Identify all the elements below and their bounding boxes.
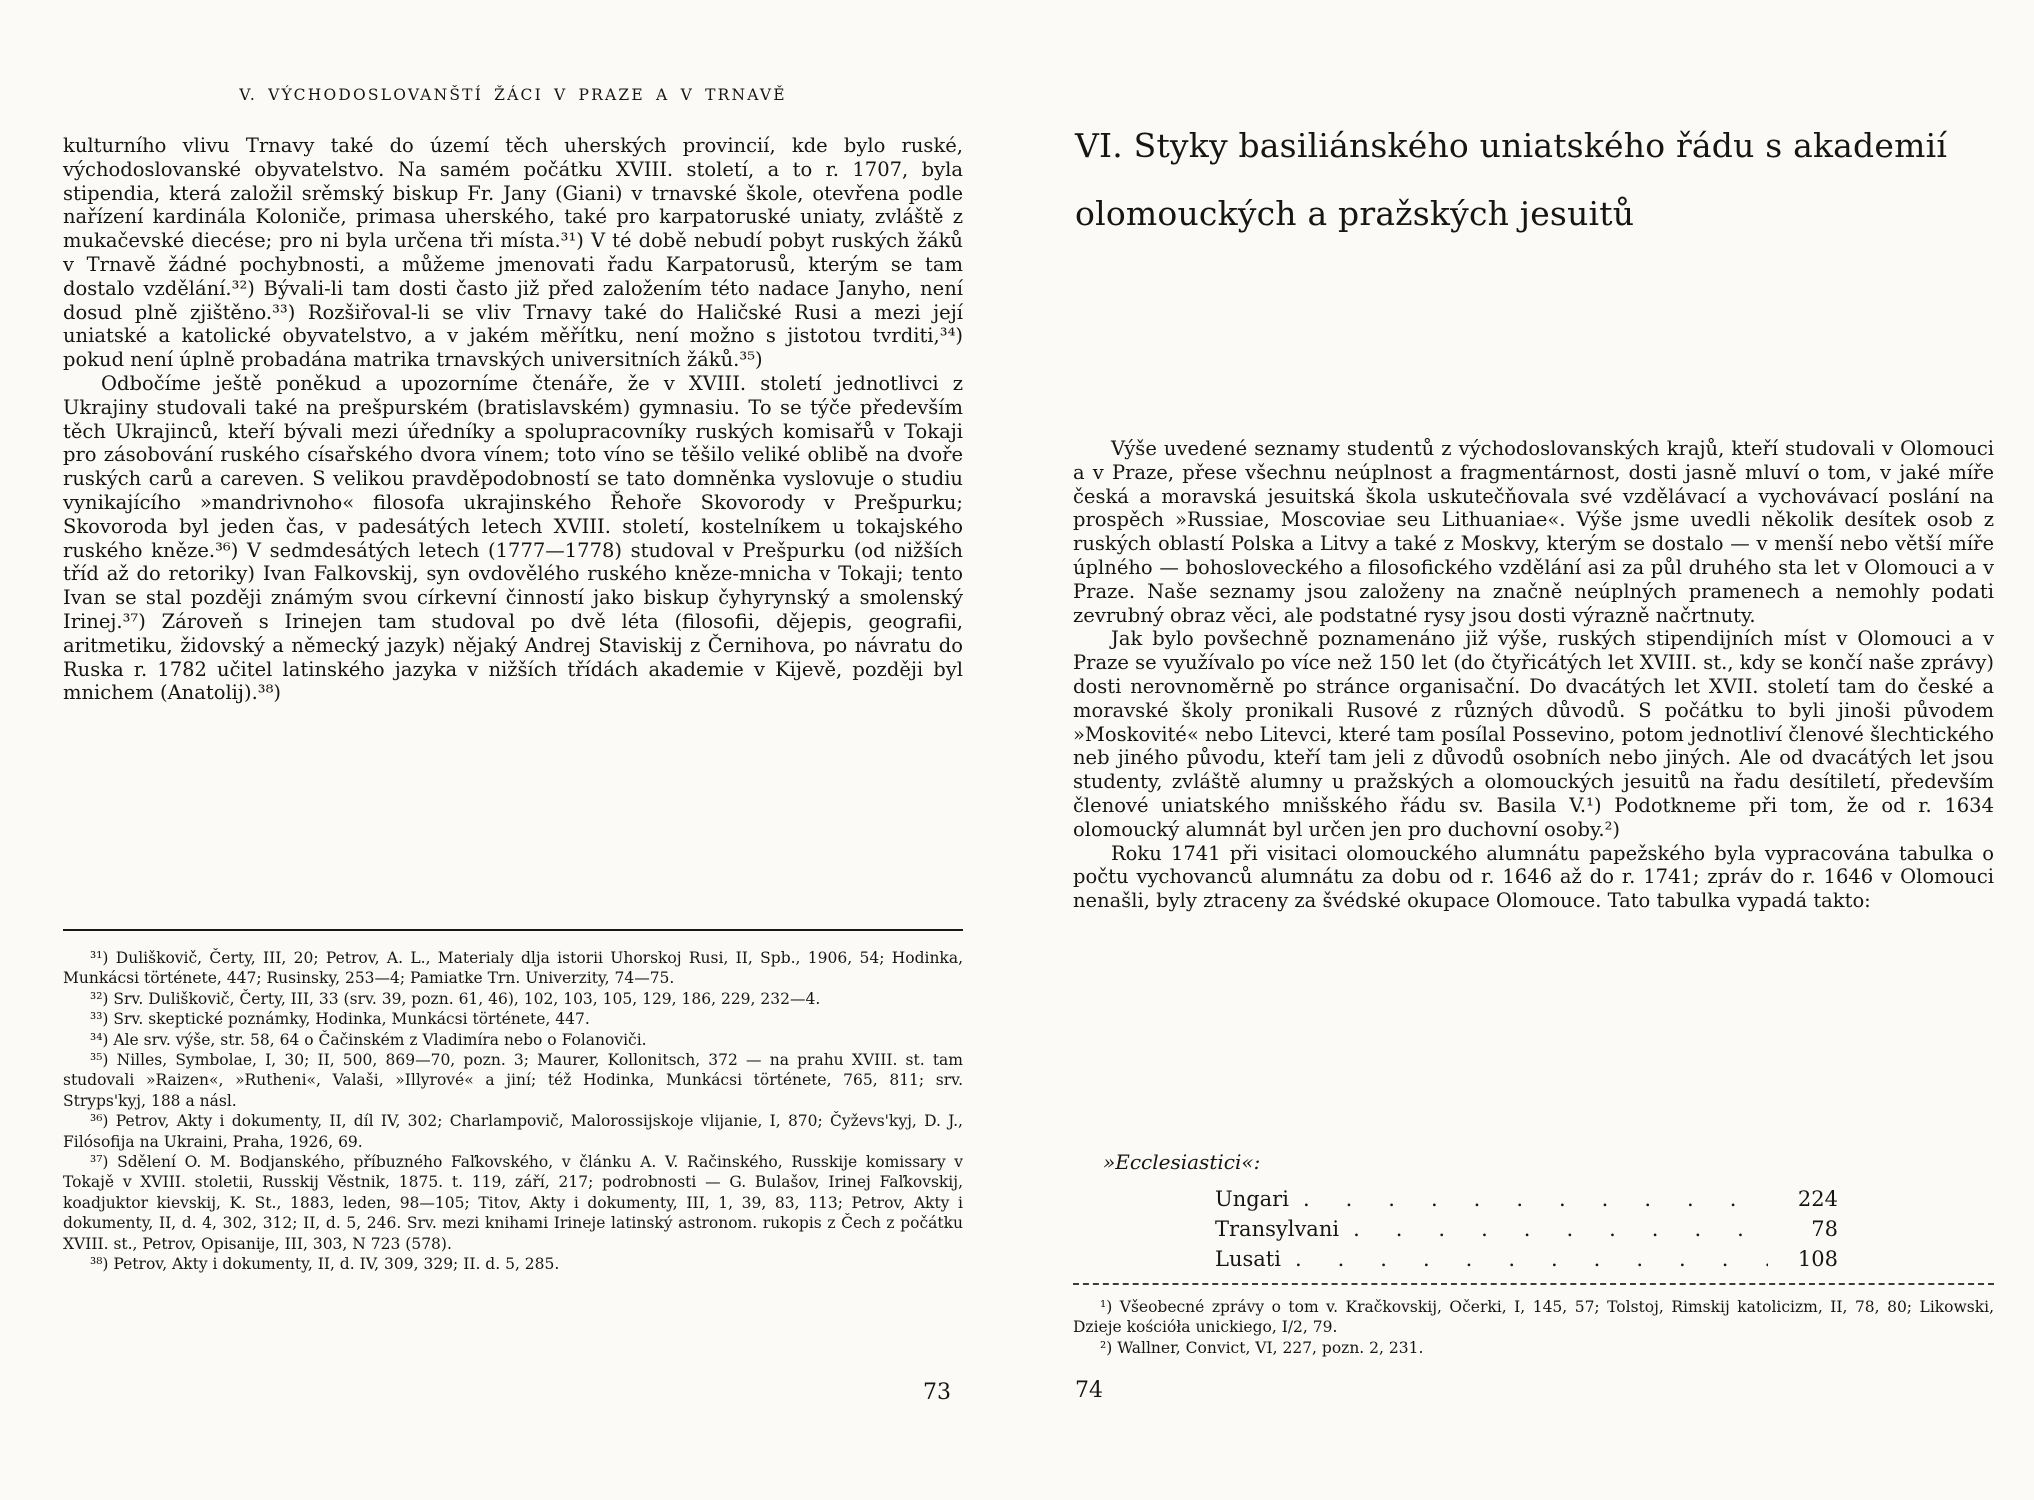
- paragraph: Výše uvedené seznamy studentů z východoslovanských krajů, kteří studovali v Olomouci a v Praze, přese všechnu neúplnost a fragmentárnost, dosti jasně mluví o tom, v jaké míře česká a moravská jesuitská škola uskutečňovala své vzdělávací a vychovávací poslání na prospěch »Russiae, Moscoviae seu Lithuaniae«. Výše jsme uvedli několik desítek osob z ruských oblastí Polska a Litvy a také z Moskvy, kterým se dostalo — v menší nebo větší míře úplného — bohosloveckého a filosofického vzdělání asi za půl druhého sta let v Olomouci a v Praze. Naše seznamy jsou založeny na značně neúplných pramenech a nemohly podati zevrubný obraz věci, ale podstatné rysy jsou dosti výrazně načrtnuty.: [1073, 437, 1994, 627]
- footnote: ³³) Srv. skeptické poznámky, Hodinka, Munkácsi története, 447.: [90, 1010, 590, 1029]
- dot-leader: [1303, 1184, 1768, 1214]
- row-label: Transylvani: [1215, 1217, 1340, 1241]
- row-value: 108: [1797, 1247, 1838, 1271]
- dot-leader: [1295, 1244, 1768, 1274]
- row-value: 224: [1797, 1187, 1838, 1211]
- footnote: ³⁸) Petrov, Akty i dokumenty, II, d. IV, 309, 329; II. d. 5, 285.: [90, 1255, 560, 1274]
- footnote: ¹) Všeobecné zprávy o tom v. Kračkovskij, Očerki, I, 145, 57; Tolstoj, Rimskij katolicizm, II, 78, 80; Likowski, Dzieje kościóła unickiego, I/2, 79.: [1073, 1298, 1994, 1337]
- row-value: 78: [1811, 1217, 1838, 1241]
- right-body-text: [1073, 437, 1994, 913]
- chapter-title-line: olomouckých a pražských jesuitů: [1075, 194, 1635, 233]
- dot-leader: [1353, 1214, 1768, 1244]
- footnote: ³⁵) Nilles, Symbolae, I, 30; II, 500, 869—70, pozn. 3; Maurer, Kollonitsch, 372 — na prahu XVIII. st. tam studovali »Raizen«, »Rutheni«, Valaši, »Illyrové« a jiní; též Hodinka, Munkácsi története, 765, 811; srv. Stryps'kyj, 188 a násl.: [63, 1051, 963, 1110]
- right-footnotes: [1073, 1297, 1994, 1358]
- footnote: ³¹) Duliškovič, Čerty, III, 20; Petrov, A. L., Materialy dlja istorii Uhorskoj Rusi, II, Spb., 1906, 54; Hodinka, Munkácsi története, 447; Rusinsky, 253—4; Pamiatke Trn. Univerzity, 74—75.: [63, 949, 963, 988]
- footnote: ³⁶) Petrov, Akty i dokumenty, II, díl IV, 302; Charlampovič, Malorossijskoje vlijanie, I, 870; Čyževs'kyj, D. J., Filósofija na Ukraini, Praha, 1926, 69.: [63, 1112, 963, 1151]
- ecclesiastici-label: »Ecclesiastici«:: [1103, 1150, 1261, 1174]
- paragraph: kulturního vlivu Trnavy také do území těch uherských provincií, kde bylo ruské, východoslovanské obyvatelstvo. Na samém počátku XVIII. století, a to r. 1707, byla stipendia, která založil srěmský biskup Fr. Jany (Giani) v trnavské škole, otevřena podle nařízení kardinála Koloniče, primasa uherského, také pro karpatoruské uniaty, zvláště z mukačevské diecése; pro ni byla určena tři místa.³¹) V té době nebudí pobyt ruských žáků v Trnavě žádné pochybnosti, a můžeme jmenovati řadu Karpatorusů, kterým se tam dostalo vzdělání.³²) Bývali-li tam dosti často již před založením této nadace Janyho, není dosud plně zjištěno.³³) Rozšiřoval-li se vliv Trnavy také do Haličské Rusi a mezi její uniatské a katolické obyvatelstvo, a v jakém měřítku, není možno s jistotou tvrditi,³⁴) pokud není úplně probadána matrika trnavských universitních žáků.³⁵): [63, 134, 963, 372]
- alumni-count-table: [1215, 1184, 1838, 1274]
- table-row: [1215, 1214, 1838, 1244]
- footnote: ³²) Srv. Duliškovič, Čerty, III, 33 (srv. 39, pozn. 61, 46), 102, 103, 105, 129, 186, 229, 232—4.: [90, 989, 821, 1008]
- chapter-title: [1075, 112, 1996, 248]
- running-header: V. VÝCHODOSLOVANŠTÍ ŽÁCI V PRAZE A V TRNAVĚ: [239, 86, 787, 104]
- row-label: Lusati: [1215, 1247, 1281, 1271]
- footnote: ²) Wallner, Convict, VI, 227, pozn. 2, 231.: [1100, 1338, 1424, 1357]
- left-footnotes: [63, 948, 963, 1275]
- paragraph: Jak bylo povšechně poznamenáno již výše, ruských stipendijních míst v Olomouci a v Praze se využívalo po více než 150 let (do čtyřicátých let XVIII. st., kdy se končí naše zprávy) dosti nerovnoměrně po stránce organisační. Do dvacátých let XVII. století tam do české a moravské školy pronikali Rusové z různých důvodů. S počátku to byli jinoši původem »Moskovité« nebo Litevci, které tam posílal Possevino, potom jednotliví členové šlechtického neb jiného původu, kteří tam jeli z důvodů osobních nebo jiných. Ale od dvacátých let jsou studenty, zvláště alumny u pražských a olomouckých jesuitů na řadu desítiletí, především členové uniatského mnišského řádu sv. Basila V.¹) Podotkneme při tom, že od r. 1634 olomoucký alumnát byl určen jen pro duchovní osoby.²): [1073, 627, 1994, 841]
- page-number: 74: [1075, 1378, 1103, 1403]
- left-page: [63, 0, 963, 1500]
- footnote: ³⁴) Ale srv. výše, str. 58, 64 o Čačinském z Vladimíra nebo o Folanoviči.: [90, 1030, 647, 1049]
- table-row: [1215, 1244, 1838, 1274]
- chapter-title-line: VI. Styky basiliánského uniatského řádu s akademií: [1075, 126, 1948, 165]
- footnote-separator-rule: [63, 929, 963, 931]
- paragraph: Odbočíme ještě poněkud a upozorníme čtenáře, že v XVIII. století jednotlivci z Ukrajiny studovali také na prešpurském (bratislavském) gymnasiu. To se týče především těch Ukrajinců, kteří bývali mezi úředníky a spolupracovníky ruských komisařů v Tokaji pro zásobování ruského císařského dvora vínem; toto víno se těšilo veliké oblibě na dvoře ruských carů a careven. S velikou pravděpodobností se tato domněnka vyslovuje o studiu vynikajícího »mandrivnoho« filosofa ukrajinského Řehoře Skovorody v Prešpurku; Skovoroda byl jeden čas, v padesátých letech XVIII. století, kostelníkem u tokajského ruského kněze.³⁶) V sedmdesátých letech (1777—1778) studoval v Prešpurku (od nižších tříd až do retoriky) Ivan Falkovskij, syn ovdovělého ruského kněze-mnicha v Tokaji; tento Ivan se stal později známým svou církevní činností jako biskup čyhyrynský a smolenský Irinej.³⁷) Zároveň s Irinejen tam studoval po dvě léta (filosofii, dějepis, geografii, aritmetiku, židovský a německý jazyk) nějaký Andrej Staviskij z Černihova, po návratu do Ruska r. 1782 učitel latinského jazyka v nižších třídách akademie v Kijevě, později byl mnichem (Anatolij).³⁸): [63, 371, 963, 705]
- page-number: 73: [923, 1380, 951, 1405]
- footnote: ³⁷) Sdělení O. M. Bodjanského, příbuzného Faľkovského, v článku A. V. Račinského, Russkije komissary v Tokajě v XVIII. stoletii, Russkij Věstnik, 1875. t. 119, září, 217; podrobnosti — G. Bulašov, Irinej Faľkovskij, koadjuktor kievskij, K. St., 1883, leden, 98—105; Titov, Akty i dokumenty, III, 1, 39, 83, 113; Petrov, Akty i dokumenty, II, d. 4, 302, 312; II, d. 5, 246. Srv. mezi knihami Irineje latinský astronom. rukopis z Čech z počátku XVIII. st., Petrov, Opisanije, III, 303, N 723 (578).: [63, 1153, 963, 1253]
- row-label: Ungari: [1215, 1187, 1289, 1211]
- footnote-separator-rule: [1073, 1283, 1994, 1285]
- paragraph: Roku 1741 při visitaci olomouckého alumnátu papežského byla vypracována tabulka o počtu vychovanců alumnátu za dobu od r. 1646 až do r. 1741; zpráv do r. 1646 v Olomouci nenašli, byly ztraceny za švédské okupace Olomouce. Tato tabulka vypadá takto:: [1073, 841, 1994, 913]
- table-row: [1215, 1184, 1838, 1214]
- left-body-text: [63, 134, 963, 705]
- right-page: [1073, 0, 1994, 1500]
